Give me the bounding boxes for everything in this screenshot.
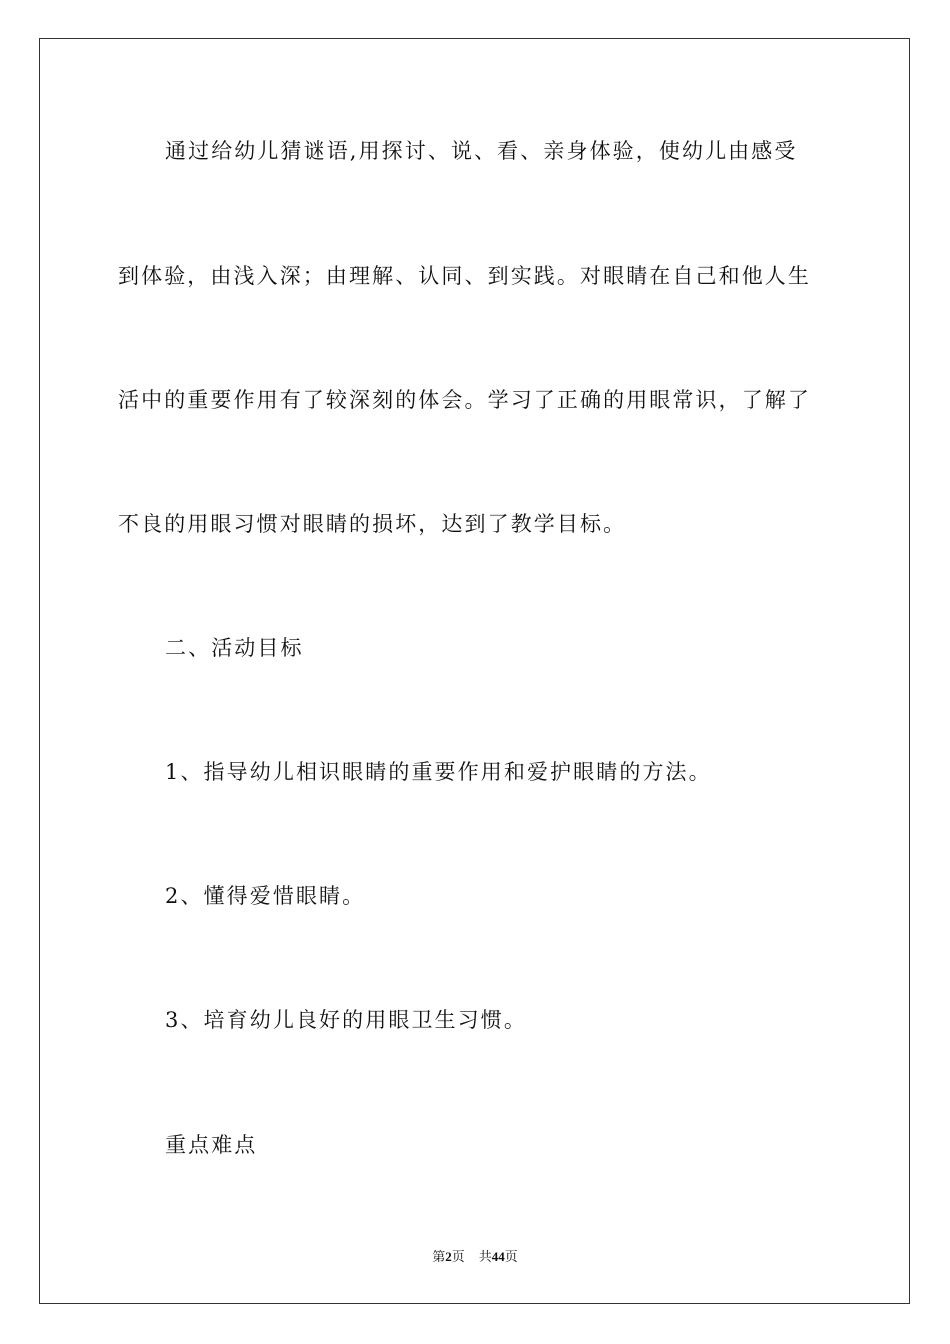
page-footer: [0, 1248, 950, 1266]
paragraph-line-4: 不良的用眼习惯对眼睛的损坏，达到了教学目标。: [118, 512, 627, 536]
paragraph-line-1: 通过给幼儿猜谜语,用探讨、说、看、亲身体验，使幼儿由感受: [165, 139, 798, 163]
goal-item-3: 3、培育幼儿良好的用眼卫生习惯。: [165, 1008, 527, 1032]
paragraph-line-2: 到体验，由浅入深；由理解、认同、到实践。对眼睛在自己和他人生: [118, 264, 811, 288]
goal-item-1: 1、指导幼儿相识眼睛的重要作用和爱护眼睛的方法。: [165, 760, 712, 784]
footer-page-prefix: 第: [432, 1249, 446, 1264]
footer-page-suffix: 页: [451, 1249, 465, 1264]
footer-total-pages: 44: [491, 1249, 505, 1264]
footer-total-suffix: 页: [504, 1249, 518, 1264]
goal-item-2: 2、懂得爱惜眼睛。: [165, 884, 366, 908]
page-frame: [39, 38, 910, 1304]
footer-page-number: 2: [445, 1249, 452, 1264]
section-heading: 二、活动目标: [165, 636, 304, 660]
footer-total-prefix: 共: [478, 1249, 492, 1264]
paragraph-line-3: 活中的重要作用有了较深刻的体会。学习了正确的用眼常识，了解了: [118, 388, 811, 412]
subheading: 重点难点: [165, 1133, 258, 1157]
